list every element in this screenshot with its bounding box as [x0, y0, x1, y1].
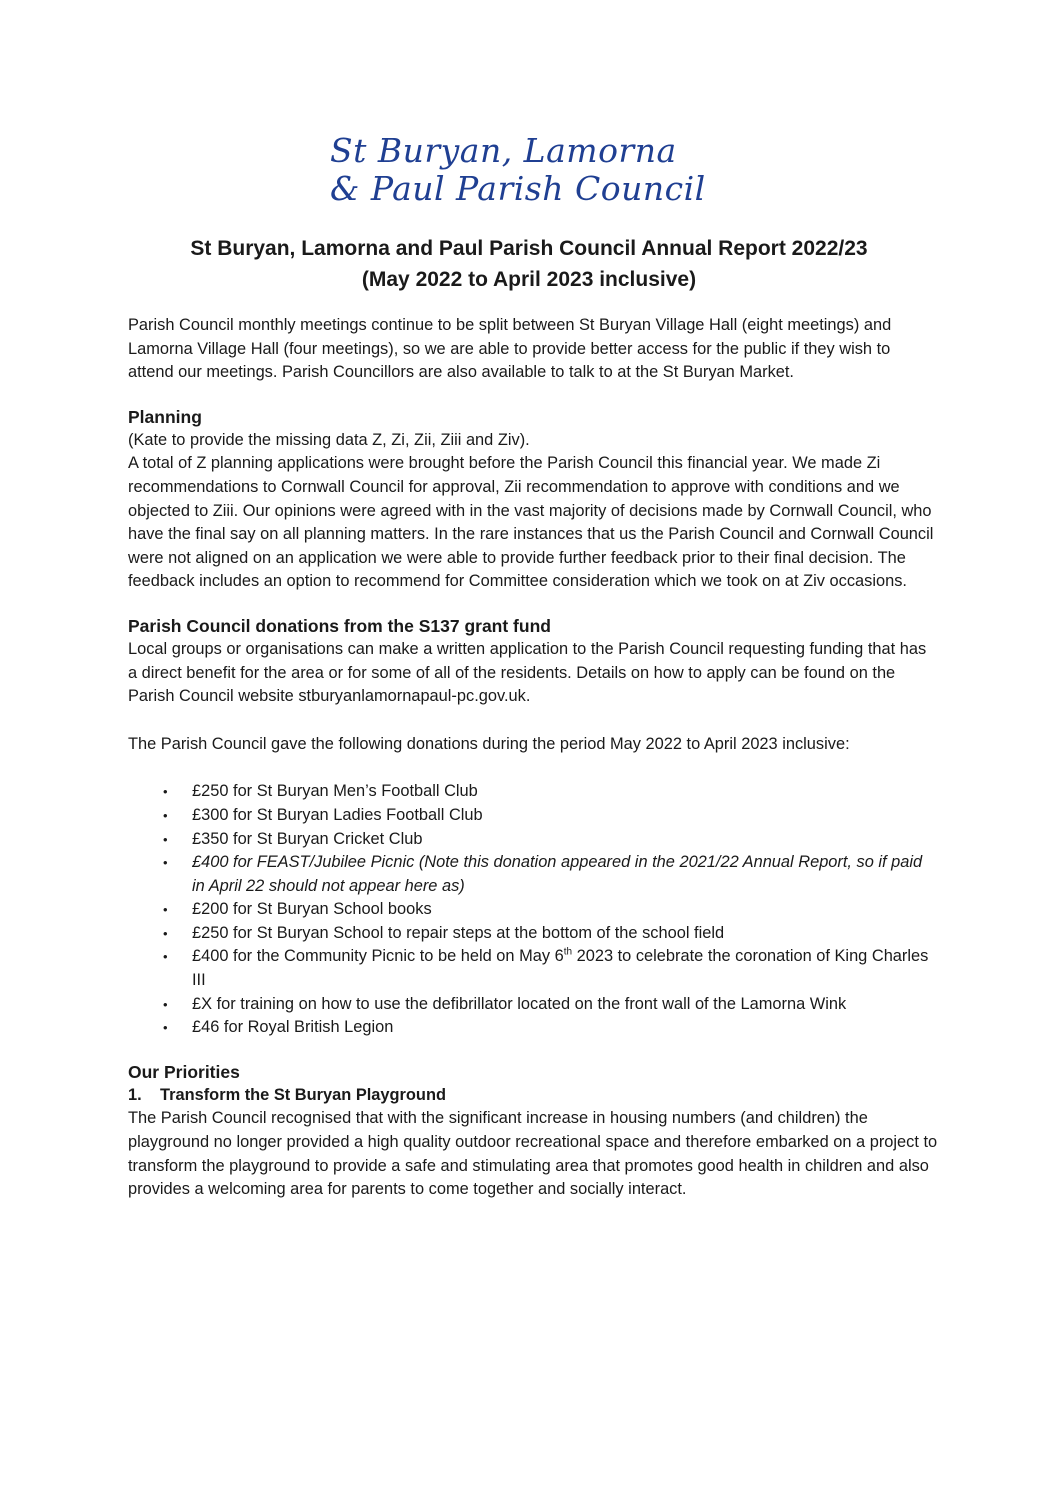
- list-item: • £400 for FEAST/Jubilee Picnic (Note this donation appeared in the 2021/22 Annual Report, so if paid in April 22 should not appear here as): [163, 853, 923, 895]
- donations-paragraph: Local groups or organisations can make a written application to the Parish Council requesting funding that has a direct benefit for the area or for some of all of the residents. Details on how to apply can be found on the Parish Council website stburyanlamornapaul-pc.gov.uk.: [128, 639, 927, 706]
- priorities-heading: Our Priorities: [128, 1061, 240, 1082]
- donations-list: [128, 780, 938, 1040]
- bullet-icon: •: [163, 831, 168, 847]
- council-logo: [330, 132, 750, 208]
- priority-1-heading: 1. Transform the St Buryan Playground: [128, 1085, 446, 1104]
- bullet-icon: •: [163, 949, 168, 965]
- bullet-icon: •: [163, 855, 168, 871]
- bullet-icon: •: [163, 807, 168, 823]
- list-item: • £46 for Royal British Legion: [128, 1016, 938, 1040]
- priority-1-paragraph: The Parish Council recognised that with the significant increase in housing numbers (and children) the playground no longer provided a high quality outdoor recreational space and therefore embarked on a project to transform the playground to provide a safe and stimulating area that promotes good health in children and also provides a welcoming area for parents to come together and socially interact.: [128, 1109, 938, 1199]
- bullet-icon: •: [163, 925, 168, 941]
- list-item: • £350 for St Buryan Cricket Club: [128, 828, 938, 852]
- donations-intro: The Parish Council gave the following donations during the period May 2022 to April 2023 inclusive:: [128, 734, 850, 753]
- list-item: • £X for training on how to use the defibrillator located on the front wall of the Lamorna Wink: [128, 993, 938, 1017]
- title-line-1: St Buryan, Lamorna and Paul Parish Council Annual Report 2022/23: [190, 237, 868, 260]
- list-item: • £200 for St Buryan School books: [128, 898, 938, 922]
- bullet-icon: •: [163, 784, 168, 800]
- report-body: [128, 314, 938, 1202]
- title-line-2: (May 2022 to April 2023 inclusive): [361, 268, 697, 291]
- list-item: • £250 for St Buryan School to repair steps at the bottom of the school field: [128, 922, 938, 946]
- list-item: • £400 for the Community Picnic to be held on May 6th 2023 to celebrate the coronation of King Charles III: [163, 947, 929, 990]
- bullet-icon: •: [163, 902, 168, 918]
- planning-paragraph: A total of Z planning applications were brought before the Parish Council this financial year. We made Zi recommendations to Cornwall Council for approval, Zii recommendation to approve with conditions and we objected to Ziii. Our opinions were agreed with in the vast majority of decisions made by Cornwall Council, who have the final say on all planning matters. In the rare instances that us the Parish Council and Cornwall Council were not aligned on an application we were able to provide further feedback prior to their final decision. The feedback includes an option to recommend for Committee consideration which we took on at Ziv occasions.: [128, 454, 934, 591]
- report-title: [128, 233, 930, 295]
- intro-paragraph: Parish Council monthly meetings continue to be split between St Buryan Village Hall (eight meetings) and Lamorna Village Hall (four meetings), so we are able to provide better access for the public if they wish to attend our meetings. Parish Councillors are also available to talk to at the St Buryan Market.: [128, 316, 892, 382]
- logo-line-2: & Paul Parish Council: [330, 169, 706, 208]
- bullet-icon: •: [163, 996, 168, 1012]
- donations-heading: Parish Council donations from the S137 grant fund: [128, 615, 551, 636]
- list-item: • £250 for St Buryan Men’s Football Club: [128, 780, 938, 804]
- planning-note: (Kate to provide the missing data Z, Zi, Zii, Ziii and Ziv).: [128, 430, 530, 449]
- logo-line-1: St Buryan, Lamorna: [330, 131, 677, 170]
- list-item: • £300 for St Buryan Ladies Football Club: [128, 804, 938, 828]
- bullet-icon: •: [163, 1020, 168, 1036]
- planning-heading: Planning: [128, 406, 202, 427]
